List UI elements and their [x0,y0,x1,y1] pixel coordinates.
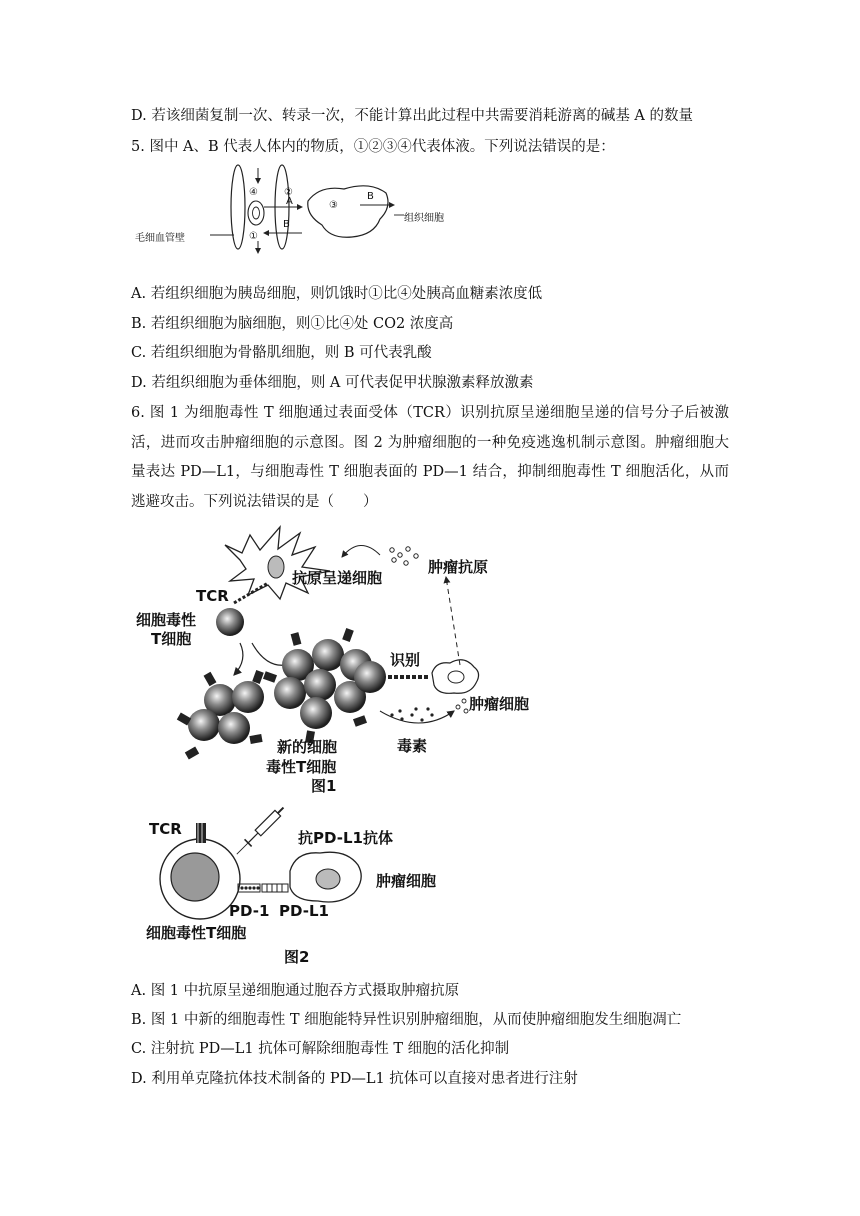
label-tissue-cell: 组织细胞 [404,213,444,224]
q5-stem: 5. 图中 A、B 代表人体内的物质，①②③④代表体液。下列说法错误的是： [131,139,615,155]
syringe-icon [233,805,287,858]
q6-option-c: C. 注射抗 PD—L1 抗体可解除细胞毒性 T 细胞的活化抑制 [131,1041,510,1057]
label-tcr-fig2: TCR [149,820,182,838]
label-new-ctl-line2: 毒性T细胞 [266,758,337,776]
q6-option-b: B. 图 1 中新的细胞毒性 T 细胞能特异性识别肿瘤细胞，从而使肿瘤细胞发生细胞凋亡 [131,1012,682,1028]
q5-option-d: D. 若组织细胞为垂体细胞，则 A 可代表促甲状腺激素释放激素 [131,375,534,391]
q5-option-c: C. 若组织细胞为骨骼肌细胞，则 B 可代表乳酸 [131,345,432,361]
label-letter-a: A [286,196,293,207]
tissue-cell-shape [308,186,388,237]
tumor-cell-shape [432,660,479,694]
label-tumor-cell-fig2: 肿瘤细胞 [376,872,437,890]
label-letter-b-left: B [283,219,290,230]
q6-option-a: A. 图 1 中抗原呈递细胞通过胞吞方式摄取肿瘤抗原 [131,983,460,999]
label-pdl1: PD-L1 [279,902,329,920]
q6-stem-line3: 量表达 PD—L1，与细胞毒性 T 细胞表面的 PD—1 结合，抑制细胞毒性 T 细胞活化，从而 [131,464,729,480]
label-ctl-line2: T细胞 [151,630,192,648]
q6-stem-line4: 逃避攻击。下列说法错误的是（ ） [131,494,378,510]
ctl-cluster-left [177,670,264,759]
q5-option-b: B. 若组织细胞为脑细胞，则①比④处 CO2 浓度高 [131,316,454,332]
label-new-ctl-line1: 新的细胞 [277,738,338,756]
label-pd1: PD-1 [229,902,270,920]
label-tcr-fig1: TCR [196,587,229,605]
label-tumor-antigen: 肿瘤抗原 [428,558,489,576]
label-letter-b-right: B [367,191,374,202]
q6-stem-line2: 活，进而攻击肿瘤细胞的示意图。图 2 为肿瘤细胞的一种免疫逃逸机制示意图。肿瘤细胞大 [131,435,729,451]
label-tumor-cell-fig1: 肿瘤细胞 [469,695,530,713]
capillary-wall-left [231,165,245,249]
label-num1: ① [249,231,258,242]
label-num4: ④ [249,187,258,198]
label-toxin: 毒素 [397,737,428,755]
label-recognize: 识别 [390,651,421,669]
q6-stem-line1: 6. 图 1 为细胞毒性 T 细胞通过表面受体（TCR）识别抗原呈递细胞呈递的信号分子后被激 [131,405,729,421]
label-num3: ③ [329,200,338,211]
label-ctl-line1: 细胞毒性 [136,611,197,629]
q6-option-d: D. 利用单克隆抗体技术制备的 PD—L1 抗体可以直接对患者进行注射 [131,1071,578,1087]
label-num2: ② [284,187,293,198]
label-apc: 抗原呈递细胞 [292,569,383,587]
figure-1-caption: 图1 [311,777,337,795]
q5-option-a: A. 若组织细胞为胰岛细胞，则饥饿时①比④处胰高血糖素浓度低 [131,286,543,302]
label-capillary-wall: 毛细血管壁 [135,233,185,244]
label-anti-pdl1-antibody: 抗PD-L1抗体 [298,829,393,847]
q4-option-d: D. 若该细菌复制一次、转录一次，不能计算出此过程中共需要消耗游离的碱基 A 的数量 [131,108,694,124]
ctl-cell [216,608,244,636]
ctl-cluster-right [263,628,386,744]
label-ctl-fig2: 细胞毒性T细胞 [146,924,247,942]
figure-2-caption: 图2 [284,948,310,966]
